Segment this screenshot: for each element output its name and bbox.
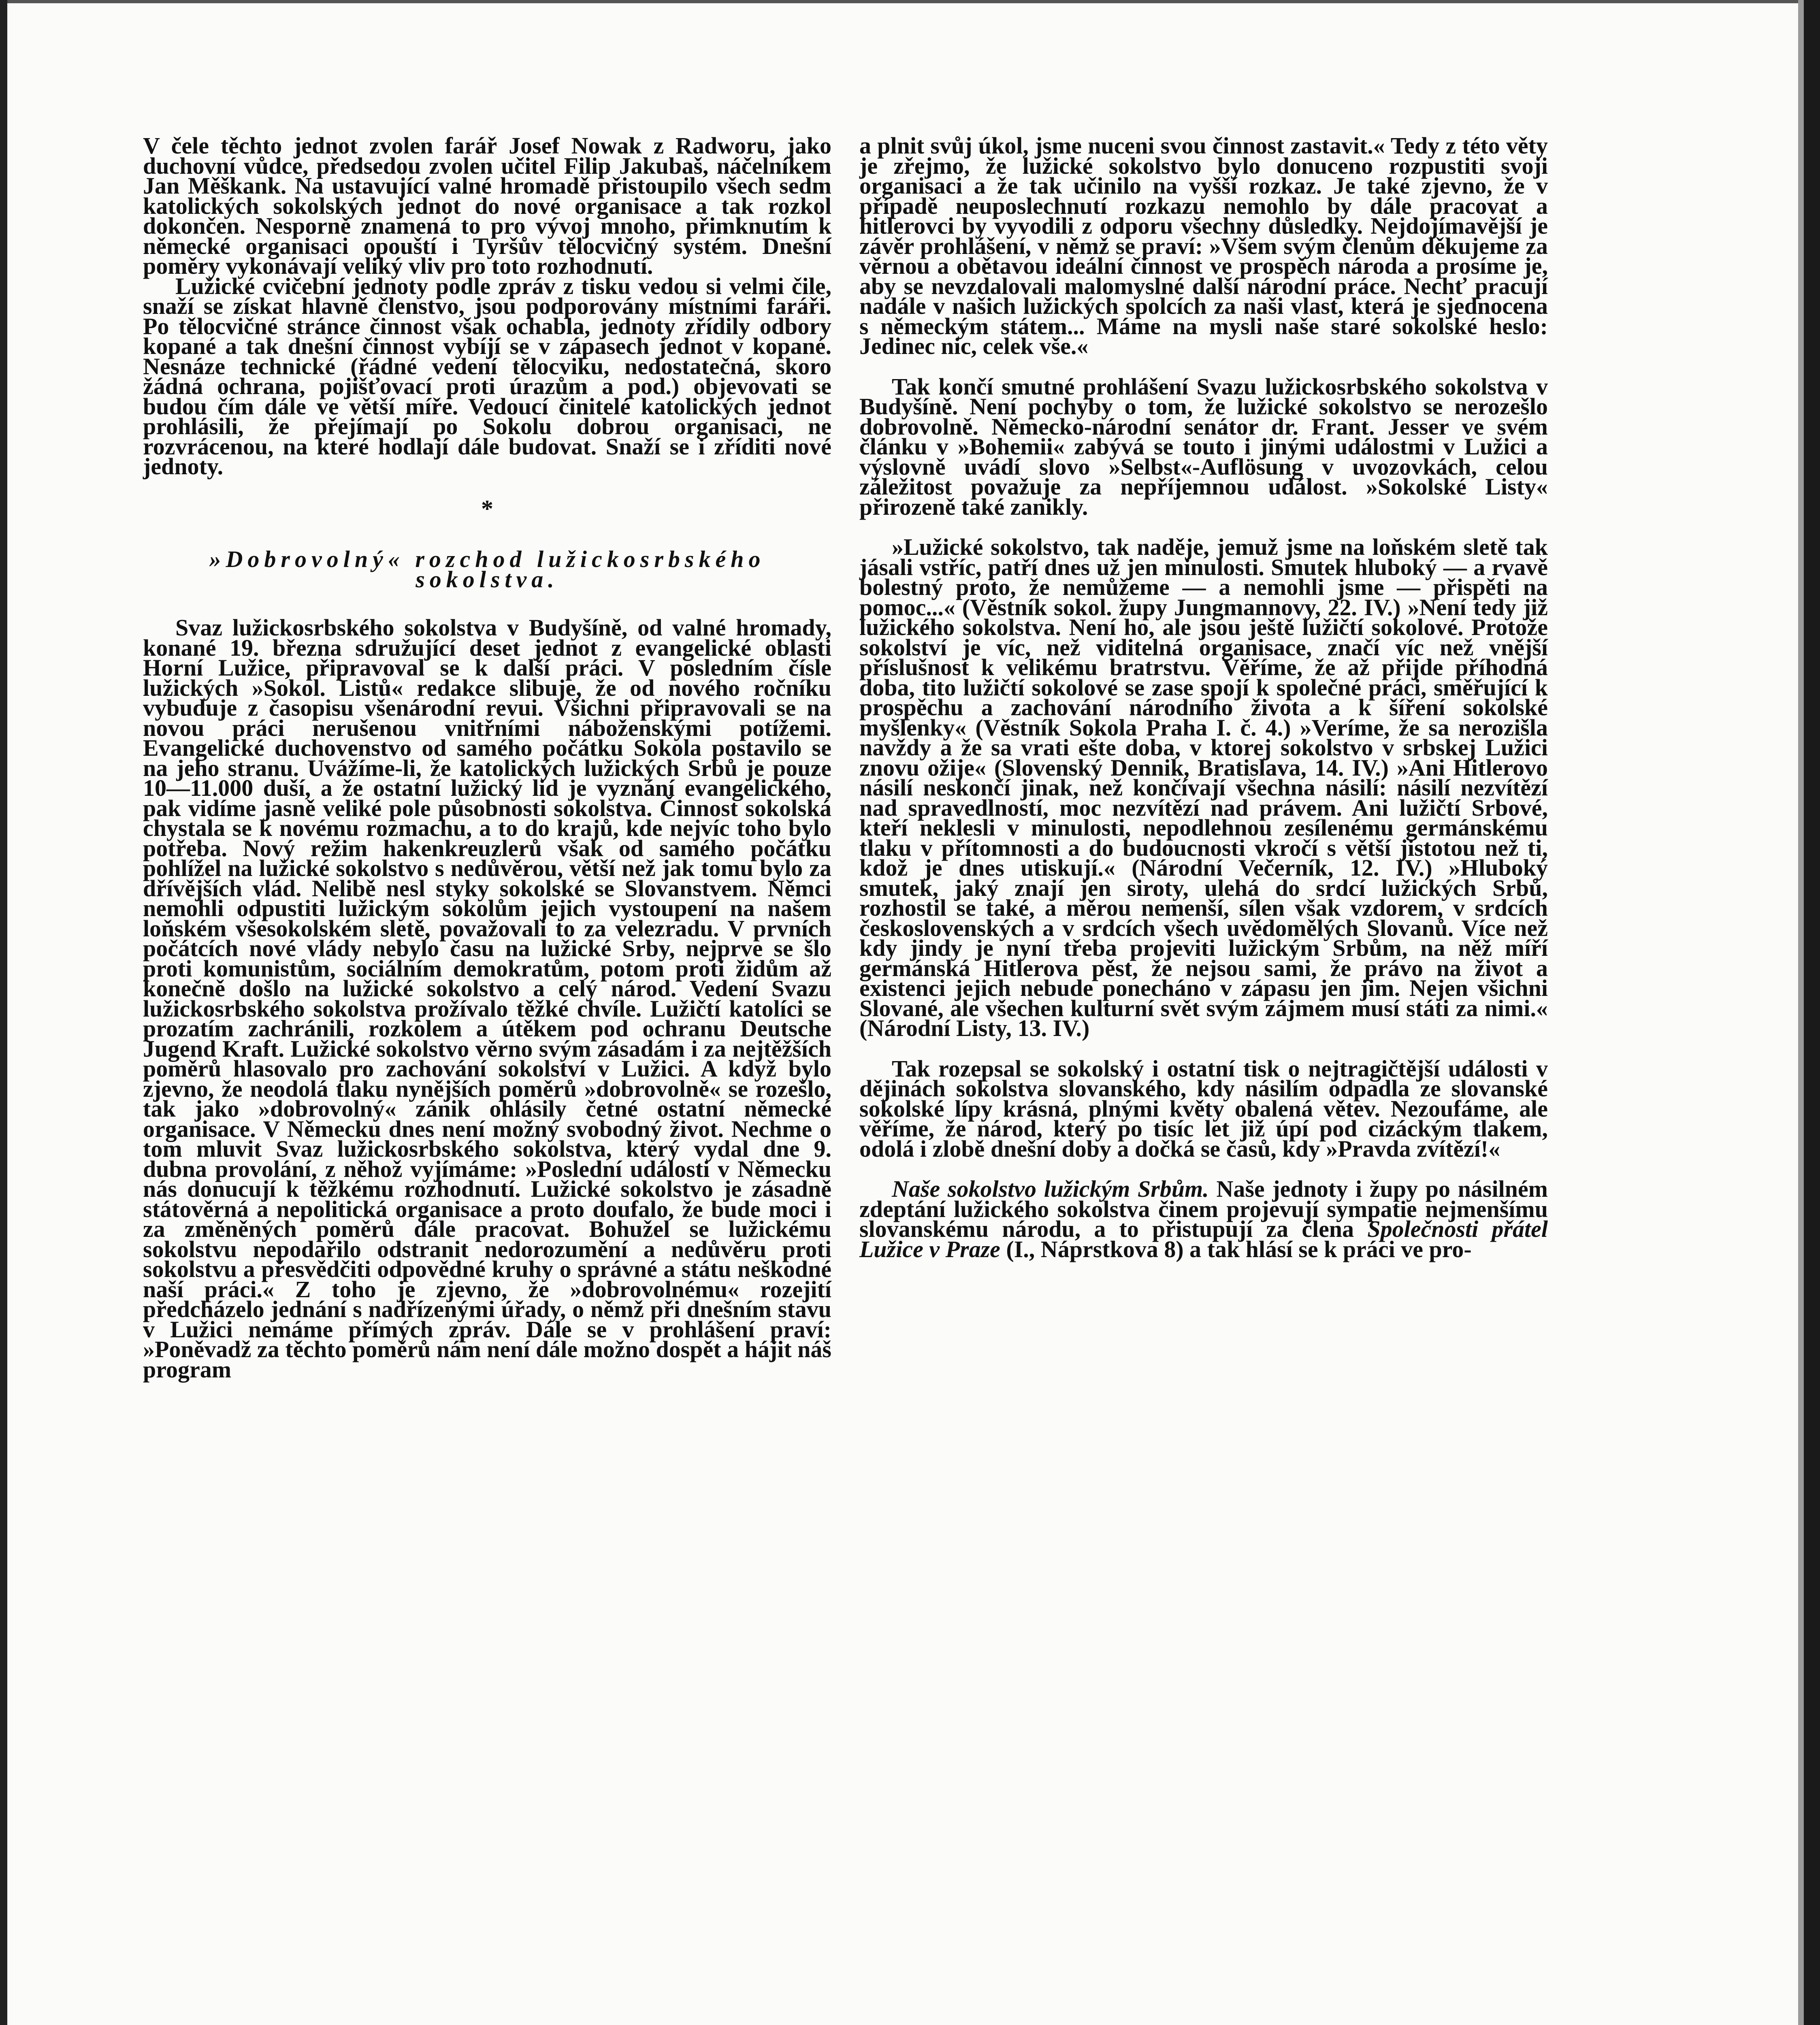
scan-edge-top — [0, 0, 1820, 3]
left-paragraph-2: Lužické cvičební jednoty podle zpráv z tisku vedou si velmi čile, snaží se získat hlavně členstvo, jsou podporovány místními faráři. Po tělocvičné stránce činnost však ochabla, jednoty zřídily odbory kopané a tak dnešní činnost vybíjí se v zápasech jednot v kopané. Nesnáze technické (řádné vedení tělocviku, nedostatečná, skoro žádná ochrana, pojišťovací proti úrazům a pod.) objevovati se budou čím dále ve větší míře. Vedoucí činitelé katolických jednot prohlásili, že přejímají po Sokolu dobrou organisaci, ne rozvrácenou, na které hodlají dále budovat. Snaží se i zříditi nové jednoty. — [143, 273, 831, 480]
left-column — [143, 132, 831, 1383]
right-column — [859, 132, 1548, 1262]
right-paragraph-1: a plnit svůj úkol, jsme nuceni svou činnost zastavit.« Tedy z této věty je zřejmo, že lužické sokolstvo bylo donuceno rozpustiti svoji organisaci a že tak učinilo na vyšší rozkaz. Je také zjevno, že v případě neuposlechnutí rozkazu nemohlo by dále pracovat a hitlerovci by vyvodili z odporu všechny důsledky. Nejdojímavější je závěr prohlášení, v němž se praví: »Všem svým členům děkujeme za věrnou a obětavou ideální činnost ve prospěch národa a prosíme je, aby se nevzdalovali malomyslné další národní práce. Nechť pracují nadále v našich lužických spolcích za naši vlast, která je sjednocena s německým státem... Máme na mysli naše staré sokolské heslo: Jedinec nic, celek vše.« — [859, 132, 1548, 359]
right-paragraph-4: Tak rozepsal se sokolský i ostatní tisk o nejtragičtější události v dějinách sokolstva slovanského, kdy násilím odpadla ze slovanské sokolské lípy krásná, plnými květy obalená větev. Nezoufáme, ale věříme, že národ, který po tisíc let již úpí pod cizáckým tlakem, odolá i zlobě dnešní doby a dočká se časů, kdy »Pravda zvítězí!« — [859, 1055, 1548, 1162]
society-name: Společnosti přátel Lužice v Praze — [859, 1216, 1548, 1262]
right-paragraph-5-body: Naše jednoty i župy po násilném zdeptání lužického sokolstva činem projevují sympatie nejmenšímu slovanskému národu, a to přistupují za člena — [859, 1176, 1548, 1242]
section-heading: »Dobrovolný« rozchod lužickosrbského sokolstva. — [209, 546, 765, 593]
right-paragraph-5 — [859, 1176, 1548, 1262]
section-separator: * — [481, 495, 493, 522]
right-paragraph-3: »Lužické sokolstvo, tak naděje, jemuž jsme na loňském sletě tak jásali vstříc, patří dnes už jen minulosti. Smutek hluboký — a rvavě bolestný proto, že nemůžeme — a nemohli jsme — přispěti na pomoc...« (Věstník sokol. župy Jungmannovy, 22. IV.) »Není tedy již lužického sokolstva. Není ho, ale jsou ještě lužičtí sokolové. Protože sokolství je víc, než viditelná organisace, značí víc než vnější příslušnost k velikému bratrstvu. Věříme, že až přijde příhodná doba, tito lužičtí sokolové se zase spojí k společné práci, směřující k prospěchu a zachování národního života a k šíření sokolské myšlenky« (Věstník Sokola Praha I. č. 4.) »Veríme, že sa nerozišla navždy a že sa vrati ešte doba, v ktorej sokolstvo v srbskej Lužici znovu ožije« (Slovenský Dennik, Bratislava, 14. IV.) »Ani Hitlerovo násilí neskončí jinak, než končívají všechna násilí: násilí nezvítězí nad spravedlností, moc nezvítězí nad právem. Ani lužičtí Srbové, kteří neklesli v minulosti, nepodlehnou zesílenému germánskému tlaku v přítomnosti a do budoucnosti vkročí s větší jistotou než ti, kdož je dnes utiskují.« (Národní Večerník, 12. IV.) »Hluboký smutek, jaký znají jen siroty, ulehá do srdcí lužických Srbů, rozhostil se také, a měrou nemenší, sílen však vzdorem, v srdcích československých a v srdcích všech uvědomělých Slovanů. Více než kdy jindy je nyní třeba projeviti lužickým Srbům, na něž míří germánská Hitlerova pěst, že nejsou sami, že právo na život a existenci jejich nebude ponecháno v zápasu jen jim. Nejen všichni Slované, ale všechen kulturní svět svým zájmem musí státi za nimi.« (Národní Listy, 13. IV.) — [859, 534, 1548, 1041]
right-paragraph-5-end: (I., Náprstkova 8) a tak hlásí se k práci ve pro- — [1006, 1236, 1472, 1262]
subsection-title: Naše sokolstvo lužickým Srbům. — [892, 1176, 1209, 1202]
left-paragraph-1: V čele těchto jednot zvolen farář Josef Nowak z Radworu, jako duchovní vůdce, předsedou zvolen učitel Filip Jakubaš, náčelníkem Jan Měškank. Na ustavující valné hromadě přistoupilo všech sedm katolických sokolských jednot do nové organisace a tak rozkol dokončen. Nesporně znamená to pro vývoj mnoho, přimknutím k německé organisaci opouští i Tyršův tělocvičný systém. Dnešní poměry vykonávají veliký vliv pro toto rozhodnutí. — [143, 132, 831, 279]
scan-edge-right — [1804, 0, 1820, 2025]
scan-edge-left — [0, 0, 7, 2025]
left-paragraph-3: Svaz lužickosrbského sokolstva v Budyšíně, od valné hromady, konané 19. března sdružující deset jednot z evangelické oblasti Horní Lužice, připravoval se k další práci. V posledním čísle lužických »Sokol. Listů« redakce slibuje, že od nového ročníku vybuduje z časopisu všenárodní revui. Všichni připravovali se na novou práci nerušenou vnitřními náboženskými potížemi. Evangelické duchovenstvo od samého počátku Sokola postavilo se na jeho stranu. Uvážíme-li, že katolických lužických Srbů je pouze 10—11.000 duší, a že ostatní lužický lid je vyznání evangelického, pak vidíme jasně veliké pole působnosti sokolstva. Činnost sokolská chystala se k novému rozmachu, a to do krajů, kde nejvíc toho bylo potřeba. Nový režim hakenkreuzlerů však od samého počátku pohlížel na lužické sokolstvo s nedůvěrou, větší než jak tomu bylo za dřívějších vlád. Nelibě nesl styky sokolské se Slovanstvem. Němci nemohli odpustiti lužickým sokolům jejich vystoupení na našem loňském všesokolském sletě, považovali to za velezradu. V prvních počátcích nové vlády nebylo času na lužické Srby, nejprve se šlo proti komunistům, sociálním demokratům, potom proti židům až konečně došlo na lužické sokolstvo a celý národ. Vedení Svazu lužickosrbského sokolstva prožívalo těžké chvíle. Lužičtí katolíci se prozatím zachránili, rozkolem a útěkem pod ochranu Deutsche Jugend Kraft. Lužické sokolstvo věrno svým zásadám i za nejtěžších poměrů hlasovalo pro zachování sokolství v Lužici. A když bylo zjevno, že neodolá tlaku nynějších poměrů »dobrovolně« se rozešlo, tak jako »dobrovolný« zánik ohlásily četné ostatní německé organisace. V Německu dnes není možný svobodný život. Nechme o tom mluvit Svaz lužickosrbského sokolstva, který vydal dne 9. dubna provolání, z něhož vyjímáme: »Poslední události v Německu nás donucují k těžkému rozhodnutí. Lužické sokolstvo je zásadně státověrná a nepolitická organisace a proto doufalo, že bude moci i za změněných poměrů dále pracovat. Bohužel se lužickému sokolstvu nepodařilo odstranit nedorozumění a nedůvěru proti sokolstvu a přesvědčiti odpovědné kruhy o správné a státu neškodné naší práci.« Z toho je zjevno, že »dobrovolnému« rozejití předcházelo jednání s nadřízenými úřady, o němž při dnešním stavu v Lužici nemáme přímých zpráv. Dále se v prohlášení praví: »Poněvadž za těchto poměrů nám není dále možno dospět a hájit náš program — [143, 614, 831, 1383]
right-paragraph-2: Tak končí smutné prohlášení Svazu lužickosrbského sokolstva v Budyšíně. Není pochyby o tom, že lužické sokolstvo se nerozešlo dobrovolně. Německo-národní senátor dr. Frant. Jesser ve svém článku v »Bohemii« zabývá se touto i jinými událostmi v Lužici a výslovně uvádí slovo »Selbst«-Auflösung v uvozovkách, celou záležitost považuje za nepříjemnou událost. »Sokolské Listy« přirozeně také zanikly. — [859, 373, 1548, 520]
scan-edge-right-inner — [1798, 0, 1804, 2025]
